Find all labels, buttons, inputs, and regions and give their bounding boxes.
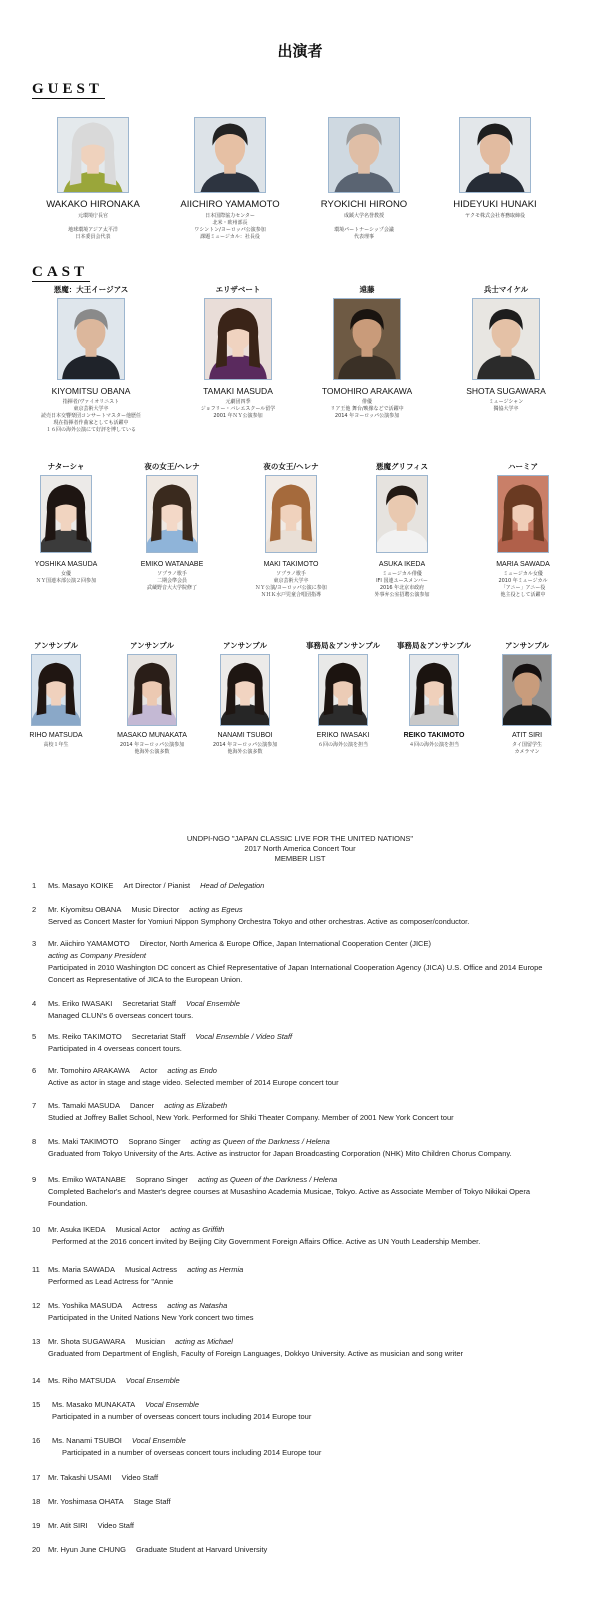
- member-number: 3: [32, 939, 37, 948]
- performer-bio-line: リア王他 舞台/映像などで活躍中: [330, 406, 404, 412]
- member-title: Actor: [139, 1066, 158, 1075]
- member-name: Ms. Emiko WATANABE: [48, 1175, 126, 1184]
- performer-bio-line: IFI 国連ユースメンバー: [376, 578, 428, 584]
- portrait-photo: [328, 117, 400, 193]
- member-name: Mr. Atit SIRI: [48, 1521, 88, 1530]
- member-number: 15: [32, 1400, 41, 1409]
- member-title: Graduate Student at Harvard University: [135, 1545, 268, 1554]
- performer-card: [462, 461, 584, 599]
- member-name: Ms. Tamaki MASUDA: [48, 1101, 120, 1110]
- member-title: Stage Staff: [133, 1497, 171, 1506]
- member-name: Mr. Yoshimasa OHATA: [48, 1497, 124, 1506]
- performer-card: [467, 640, 587, 756]
- member-detail: Performed at the 2016 concert invited by Beijing City Government Foreign Affairs Office. Active as UN Youth Leadership Member.: [52, 1237, 481, 1246]
- performer-bio-line: ＮＹ公演/ヨーロッパ公演に参加: [255, 585, 327, 591]
- performer-bio-line: 「アニー」アニー役: [500, 585, 546, 591]
- role-label: ナターシャ: [47, 462, 85, 471]
- performer-bio-line: 高校１年生: [43, 742, 69, 748]
- member-name: Mr. Shota SUGAWARA: [48, 1337, 126, 1346]
- member-role: acting as Elizabeth: [164, 1101, 228, 1110]
- performer-bio-line: 元環境庁長官: [77, 213, 108, 219]
- portrait-photo: [31, 654, 81, 726]
- performer-name: NANAMI TSUBOI: [217, 732, 273, 739]
- performer-name: ATIT SIRI: [511, 732, 543, 739]
- role-label: 事務局＆アンサンブル: [305, 641, 381, 650]
- member-name: Ms. Maki TAKIMOTO: [48, 1137, 119, 1146]
- performer-card: [437, 284, 575, 413]
- portrait-photo: [194, 117, 266, 193]
- role-label: 夜の女王/ヘレナ: [263, 462, 319, 471]
- performer-bio-line: ミュージカル女優: [503, 571, 543, 577]
- role-label: 兵士マイケル: [483, 285, 529, 294]
- performer-bio-line: 2001 年ＮＹ公演参加: [213, 413, 263, 419]
- performer-bio-line: ソプラノ歌手: [276, 571, 306, 577]
- performer-card: [424, 117, 566, 220]
- member-detail: Participated in 4 overseas concert tours.: [48, 1044, 182, 1053]
- member-title: Video Staff: [97, 1521, 135, 1530]
- member-role: acting as Endo: [167, 1066, 217, 1075]
- performer-bio-line: １６回の海外公演にて好評を博している: [45, 427, 136, 433]
- portrait-photo: [146, 475, 198, 553]
- performer-bio-line: 2014 年ヨーロッパ公演参加: [119, 742, 185, 748]
- member-role: acting as Queen of the Darkness / Helena: [190, 1137, 330, 1146]
- member-title: Musician: [135, 1337, 165, 1346]
- portrait-photo: [497, 475, 549, 553]
- performer-bio-line: 東京芸術大学卒: [273, 578, 309, 584]
- member-title: Actress: [132, 1301, 158, 1310]
- performer-card: [22, 284, 160, 434]
- member-detail: Graduated from Tokyo University of the Arts. Active as instructor for Japan Broadcasting Corporation (NHK) Mito Children Chorus Company.: [48, 1149, 512, 1158]
- cast-heading: CAST: [32, 264, 89, 280]
- member-number: 12: [32, 1301, 41, 1310]
- member-name: Ms. Masayo KOIKE: [48, 881, 114, 890]
- performer-name: REIKO TAKIMOTO: [403, 732, 465, 739]
- performer-bio-line: カメラマン: [514, 749, 540, 755]
- member-detail: Participated in a number of overseas concert tours including 2014 Europe tour: [52, 1412, 312, 1421]
- member-number: 5: [32, 1032, 37, 1041]
- performer-name: HIDEYUKI HUNAKI: [453, 199, 537, 210]
- performer-name: WAKAKO HIRONAKA: [46, 199, 140, 210]
- performer-bio-line: 女優: [60, 571, 71, 577]
- performer-name: MASAKO MUNAKATA: [117, 732, 187, 739]
- performer-bio-line: 元劇団四季: [225, 399, 251, 405]
- performer-bio-line: 東京芸術大学卒: [73, 406, 109, 412]
- member-number: 2: [32, 905, 37, 914]
- performer-card: [22, 117, 164, 241]
- member-number: 8: [32, 1137, 37, 1146]
- member-title: Soprano Singer: [135, 1175, 188, 1184]
- member-name: Ms. Maria SAWADA: [48, 1265, 115, 1274]
- performer-bio-line: 指揮者/ヴァイオリニスト: [62, 399, 120, 405]
- performer-name: MARIA SAWADA: [496, 561, 550, 568]
- member-role: Vocal Ensemble / Video Staff: [195, 1032, 293, 1041]
- member-name: Mr. Hyun June CHUNG: [48, 1545, 126, 1554]
- performer-name: TAMAKI MASUDA: [203, 386, 273, 396]
- member-title: Soprano Singer: [128, 1137, 181, 1146]
- role-label: エリザベート: [215, 285, 261, 294]
- member-role: acting as Griffith: [170, 1225, 225, 1234]
- member-role: acting as Hermia: [187, 1265, 244, 1274]
- performer-bio-line: ＮＨＫ水戸児童合唱団指導: [260, 592, 321, 598]
- role-label: アンサンブル: [504, 641, 550, 650]
- member-number: 19: [32, 1521, 41, 1530]
- member-role: Vocal Ensemble: [145, 1400, 199, 1409]
- performer-name: ERIKO IWASAKI: [316, 732, 370, 739]
- member-detail: Completed Bachelor's and Master's degree courses at Musashino Academia Musicae, Tokyo. Active as Associate Member of Tokyo Nikikai Opera Foundation.: [48, 1187, 530, 1208]
- portrait-photo: [127, 654, 177, 726]
- member-title: Musical Actress: [124, 1265, 178, 1274]
- performer-bio-line: 他主役として活躍中: [500, 592, 546, 598]
- performer-bio-line: ミュージカル俳優: [382, 571, 422, 577]
- member-list-title: UNDPI-NGO "JAPAN CLASSIC LIVE FOR THE UNITED NATIONS": [186, 834, 414, 843]
- member-detail: Graduated from Department of English, Faculty of Foreign Languages, Dokkyo University. Active as musician and song writer: [48, 1349, 464, 1358]
- member-title: Dancer: [129, 1101, 155, 1110]
- performer-card: [298, 284, 436, 420]
- performer-bio-line: ミュージシャン: [488, 399, 524, 405]
- performer-bio-line: 2016 年北京市政府: [379, 585, 425, 591]
- performer-bio-line: 代表理事: [353, 234, 374, 240]
- performer-bio-line: 2010 年ミュージカル: [498, 578, 548, 584]
- member-name: Mr. Tomohiro ARAKAWA: [48, 1066, 130, 1075]
- member-number: 13: [32, 1337, 41, 1346]
- member-role: acting as Egeus: [189, 905, 243, 914]
- member-number: 1: [32, 881, 37, 890]
- member-number: 10: [32, 1225, 41, 1234]
- member-number: 9: [32, 1175, 37, 1184]
- performer-bio-line: ソプラノ歌手: [157, 571, 187, 577]
- portrait-photo: [57, 298, 125, 380]
- member-number: 7: [32, 1101, 37, 1110]
- performer-bio-line: 北米・欧州部長: [212, 220, 248, 226]
- member-title: Director, North America & Europe Office, Japan International Cooperation Center (JICE): [139, 939, 431, 948]
- portrait-photo: [220, 654, 270, 726]
- portrait-photo: [409, 654, 459, 726]
- member-name: Ms. Eriko IWASAKI: [48, 999, 113, 1008]
- member-detail: Performed as Lead Actress for "Annie: [48, 1277, 174, 1286]
- role-label: 悪魔：大王イージアス: [53, 285, 129, 294]
- member-role: Vocal Ensemble: [125, 1376, 180, 1385]
- member-role: Vocal Ensemble: [185, 999, 240, 1008]
- member-title: Art Director / Pianist: [123, 881, 191, 890]
- performer-bio-line: 二期会準会員: [156, 578, 187, 584]
- member-detail: Participated in a number of overseas concert tours including 2014 Europe tour: [62, 1448, 322, 1457]
- role-label: アンサンブル: [33, 641, 79, 650]
- role-label: 遠藤: [359, 285, 375, 294]
- performer-bio-line: 2014 年ヨーロッパ公演参加: [212, 742, 278, 748]
- performer-name: EMIKO WATANABE: [140, 561, 204, 568]
- performer-card: [5, 461, 127, 585]
- performer-bio-line: 環境パートナーシップ会議: [334, 227, 394, 233]
- role-label: 事務局＆アンサンブル: [396, 641, 472, 650]
- performer-bio-line: 他海外公演多数: [227, 749, 263, 755]
- performer-name: MAKI TAKIMOTO: [263, 561, 319, 568]
- member-number: 16: [32, 1436, 41, 1445]
- performer-card: [169, 284, 307, 420]
- role-label: 悪魔グリフィス: [376, 462, 428, 471]
- member-name: Mr. Kiyomitsu OBANA: [48, 905, 122, 914]
- performer-card: [159, 117, 301, 241]
- performer-bio-line: ワシントン/ヨーロッパ公演参加: [194, 227, 266, 233]
- member-title: Video Staff: [121, 1473, 159, 1482]
- performer-bio-line: ジョフリー・バレエスクール留学: [200, 406, 276, 412]
- performer-bio-line: 地球環境アジア太平洋: [68, 227, 118, 233]
- performer-bio-line: 2014 年ヨーロッパ公演参加: [334, 413, 400, 419]
- performer-card: [111, 461, 233, 592]
- member-role: Vocal Ensemble: [131, 1436, 186, 1445]
- performer-name: YOSHIKA MASUDA: [34, 561, 98, 568]
- guest-heading: GUEST: [32, 81, 103, 97]
- portrait-photo: [318, 654, 368, 726]
- portrait-photo: [204, 298, 272, 380]
- member-detail: Participated in 2010 Washington DC concert as Chief Representative of Japan International Cooperation Agency (JICA) U.S. Office and 2014 Europe Concert as Representative of JICA to the European Union.: [48, 963, 543, 984]
- performer-bio-line: ヤクモ株式会社専務取締役: [464, 213, 525, 219]
- performer-bio-line: 日本国際協力センター: [205, 213, 255, 219]
- member-detail: Managed CLUN's 6 overseas concert tours.: [48, 1011, 194, 1020]
- member-detail: Active as actor in stage and stage video. Selected member of 2014 Europe concert tour: [48, 1078, 339, 1087]
- performer-bio-line: 武蔵野音大大学院修了: [146, 585, 197, 591]
- portrait-photo: [57, 117, 129, 193]
- performer-bio-line: 俳優: [361, 399, 372, 405]
- member-name: Ms. Masako MUNAKATA: [52, 1400, 136, 1409]
- member-list-header: [0, 834, 600, 864]
- portrait-photo: [333, 298, 401, 380]
- role-label: アンサンブル: [222, 641, 268, 650]
- member-list-label: MEMBER LIST: [274, 854, 326, 863]
- member-name: Ms. Nanami TSUBOI: [52, 1436, 122, 1445]
- performer-name: KIYOMITSU OBANA: [51, 386, 131, 396]
- performer-bio-line: 読売日本交響楽団コンサートマスター他歴任: [40, 413, 141, 419]
- member-detail: Studied at Joffrey Ballet School, New York. Performed for Shiki Theater Company. Member of 2001 New York Concert tour: [48, 1113, 454, 1122]
- member-title: Musical Actor: [115, 1225, 161, 1234]
- portrait-photo: [459, 117, 531, 193]
- member-list-tour: 2017 North America Concert Tour: [244, 844, 356, 853]
- performer-bio-line: ４回の海外公演を担当: [408, 742, 459, 748]
- member-name: Ms. Yoshika MASUDA: [48, 1301, 123, 1310]
- role-label: ハーミア: [508, 462, 538, 471]
- performer-name: RYOKICHI HIRONO: [320, 199, 408, 210]
- performer-bio-line: タイ国留学生: [512, 742, 542, 748]
- portrait-photo: [40, 475, 92, 553]
- portrait-photo: [376, 475, 428, 553]
- member-name: Mr. Aiichiro YAMAMOTO: [48, 939, 130, 948]
- performer-name: ASUKA IKEDA: [378, 561, 426, 568]
- portrait-photo: [472, 298, 540, 380]
- performer-name: AIICHIRO YAMAMOTO: [180, 199, 280, 210]
- member-number: 6: [32, 1066, 37, 1075]
- performer-card: [230, 461, 352, 599]
- performer-bio-line: 獨協大学卒: [493, 406, 519, 412]
- member-title: Secretariat Staff: [131, 1032, 186, 1041]
- performer-bio-line: ＮＹ国連本部公演２回参加: [35, 578, 96, 584]
- role-label: 夜の女王/ヘレナ: [144, 462, 200, 471]
- member-number: 18: [32, 1497, 41, 1506]
- member-number: 17: [32, 1473, 41, 1482]
- member-number: 11: [32, 1265, 40, 1274]
- portrait-photo: [502, 654, 552, 726]
- member-detail: Participated in the United Nations New York concert two times: [48, 1313, 254, 1322]
- member-number: 14: [32, 1376, 41, 1385]
- member-name: Mr. Takashi USAMI: [48, 1473, 112, 1482]
- performer-bio-line: 課題ミュージカル：社長役: [200, 234, 260, 240]
- performer-bio-line: 現在指揮者作曲家としても活躍中: [53, 420, 129, 426]
- member-detail: Served as Concert Master for Yomiuri Nippon Symphony Orchestra Tokyo and other orchestras. Active as composer/conductor.: [48, 917, 470, 926]
- performer-bio-line: 日本委員会代表: [75, 234, 111, 240]
- performer-name: RIHO MATSUDA: [29, 732, 83, 739]
- performer-name: TOMOHIRO ARAKAWA: [321, 386, 413, 396]
- performer-name: SHOTA SUGAWARA: [466, 386, 546, 396]
- role-label: アンサンブル: [129, 641, 175, 650]
- member-name: Mr. Asuka IKEDA: [48, 1225, 106, 1234]
- member-title: Music Director: [131, 905, 180, 914]
- performer-card: [293, 117, 435, 241]
- member-number: 20: [32, 1545, 41, 1554]
- member-name: Ms. Reiko TAKIMOTO: [48, 1032, 122, 1041]
- member-role: acting as Company President: [48, 951, 146, 960]
- member-role: Head of Delegation: [200, 881, 265, 890]
- member-role: acting as Queen of the Darkness / Helena: [197, 1175, 338, 1184]
- performer-bio-line: [293, 220, 435, 227]
- member-title: Secretariat Staff: [122, 999, 176, 1008]
- member-role: acting as Michael: [174, 1337, 233, 1346]
- performer-bio-line: ６回の海外公演を担当: [317, 742, 368, 748]
- performer-bio-line: 成蹊大学名誉教授: [343, 213, 384, 219]
- page-title: 出演者: [277, 42, 323, 60]
- member-number: 4: [32, 999, 37, 1008]
- portrait-photo: [265, 475, 317, 553]
- performer-bio-line: 外事弁公室招聘公演参加: [374, 592, 430, 598]
- performer-bio-line: [22, 220, 164, 227]
- performer-card: [341, 461, 463, 599]
- performer-bio-line: 他海外公演多数: [134, 749, 170, 755]
- member-role: acting as Natasha: [167, 1301, 228, 1310]
- member-name: Ms. Riho MATSUDA: [48, 1376, 116, 1385]
